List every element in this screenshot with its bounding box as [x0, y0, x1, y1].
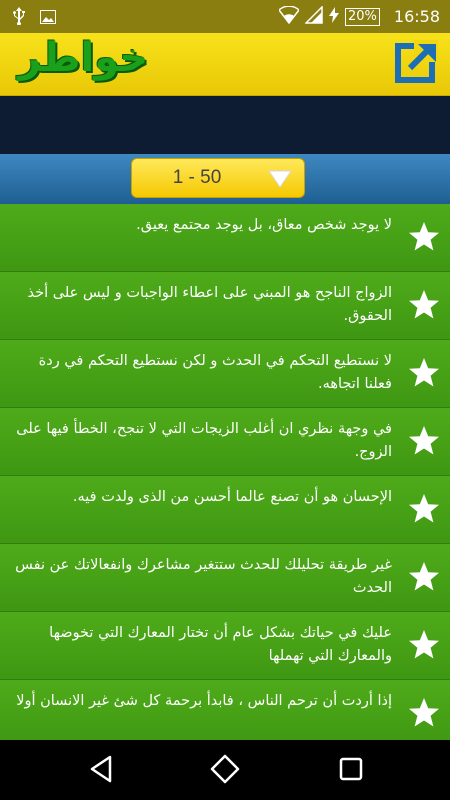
clock: 16:58: [393, 7, 440, 26]
list-item[interactable]: [0, 476, 450, 544]
list-item[interactable]: [0, 612, 450, 680]
star-icon[interactable]: [408, 561, 440, 593]
home-icon[interactable]: [210, 754, 240, 784]
star-icon[interactable]: [408, 289, 440, 321]
battery-level: 20%: [345, 8, 380, 26]
image-icon: [40, 9, 56, 28]
quote-text: في وجهة نظري ان أغلب الزيجات التي لا تنجح، الخطأ فيها على الزوج.: [16, 421, 392, 460]
list-item[interactable]: [0, 544, 450, 612]
usb-icon: [12, 7, 26, 29]
status-bar: [0, 0, 450, 33]
quote-text: الزواج الناجح هو المبني على اعطاء الواجبات و ليس على أخذ الحقوق.: [27, 285, 392, 324]
star-icon[interactable]: [408, 493, 440, 525]
recent-apps-icon[interactable]: [339, 754, 363, 784]
app-header: [0, 33, 450, 97]
share-icon: [394, 38, 440, 86]
charging-icon: [329, 7, 339, 27]
list-item[interactable]: [0, 272, 450, 340]
range-dropdown[interactable]: [131, 158, 305, 198]
star-icon[interactable]: [408, 357, 440, 389]
list-item[interactable]: [0, 680, 450, 740]
range-label: 1 - 50: [172, 167, 222, 188]
dropdown-arrow-icon: [268, 170, 292, 188]
star-icon[interactable]: [408, 697, 440, 729]
ad-banner-area: [0, 96, 450, 154]
quote-text: غير طريقة تحليلك للحدث ستتغير مشاعرك وانفعالاتك عن نفس الحدث: [15, 557, 392, 596]
quote-text: إذا أردت أن ترحم الناس ، فابدأ برحمة كل شئ غير الانسان أولا: [16, 693, 392, 709]
quote-text: الإحسان هو أن تصنع عالما أحسن من الذى ولدت فيه.: [72, 489, 392, 505]
star-icon[interactable]: [408, 629, 440, 661]
star-icon[interactable]: [408, 221, 440, 253]
signal-icon: [305, 6, 323, 28]
list-item[interactable]: [0, 204, 450, 272]
list-item[interactable]: [0, 340, 450, 408]
quotes-list: [0, 204, 450, 740]
list-item[interactable]: [0, 408, 450, 476]
quote-text: لا يوجد شخص معاق، بل يوجد مجتمع يعيق.: [136, 217, 392, 233]
back-icon[interactable]: [88, 754, 114, 784]
system-nav-bar: [0, 740, 450, 800]
quote-text: لا نستطيع التحكم في الحدث و لكن نستطيع التحكم في ردة فعلنا اتجاهه.: [38, 353, 392, 392]
star-icon[interactable]: [408, 425, 440, 457]
filter-bar: [0, 154, 450, 204]
wifi-icon: [279, 6, 299, 28]
app-title: خواطر: [18, 35, 149, 81]
share-button[interactable]: [394, 38, 440, 86]
quote-text: عليك في حياتك بشكل عام أن تختار المعارك التي تخوضها والمعارك التي تهملها: [49, 625, 392, 664]
